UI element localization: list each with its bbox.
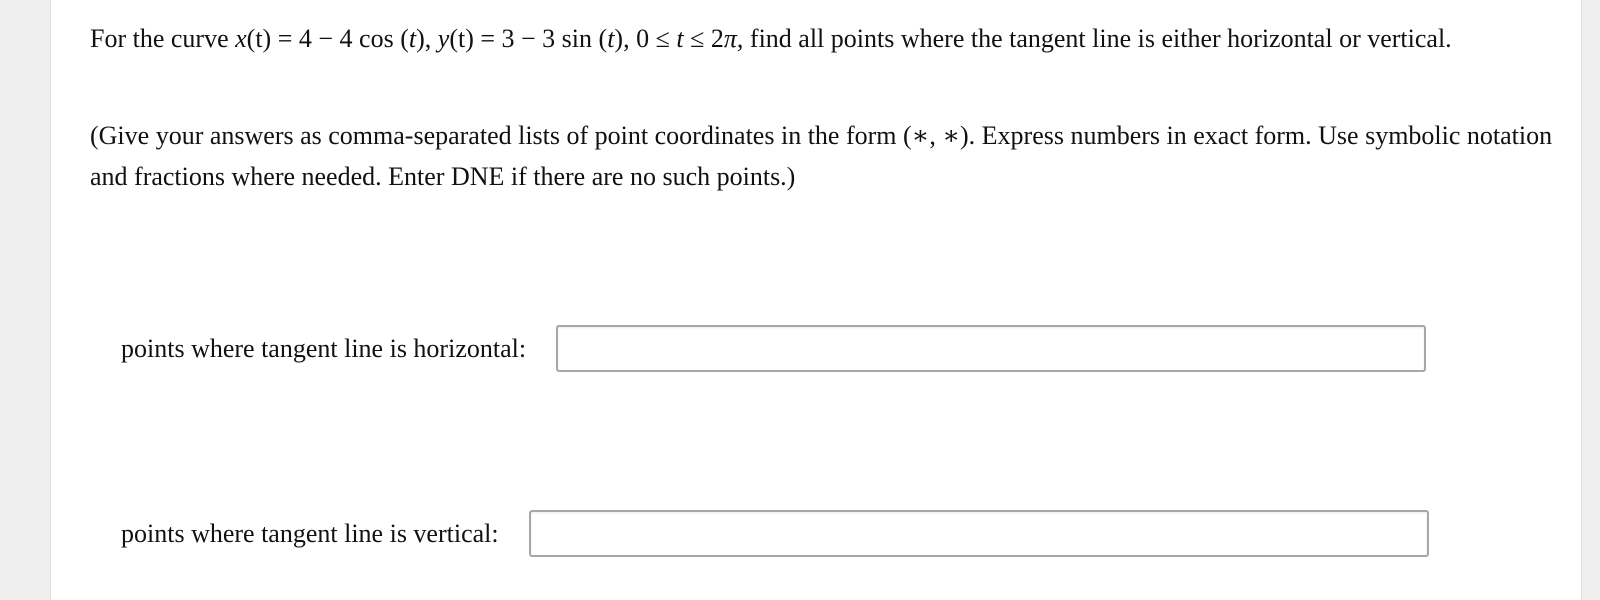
y-expression: (t) = 3 − 3 sin ( [449, 24, 608, 53]
range-start: ), 0 ≤ [614, 24, 677, 53]
range-end: ≤ 2 [683, 24, 724, 53]
instructions-text [90, 115, 1570, 197]
question-text [90, 18, 1570, 59]
vertical-label: points where tangent line is vertical: [121, 518, 499, 548]
question-tail: , find all points where the tangent line is either horizontal or vertical. [736, 24, 1452, 53]
t-variable: t [607, 24, 615, 53]
t-variable: t [676, 24, 684, 53]
instructions-before: (Give your answers as comma-separated lists of point coordinates in the form [90, 121, 903, 150]
question-lead: For the curve [90, 24, 236, 53]
point-form: (∗, ∗) [903, 121, 969, 150]
separator: ), [416, 24, 438, 53]
vertical-points-input[interactable] [529, 510, 1429, 557]
t-variable: t [408, 24, 417, 53]
horizontal-points-input[interactable] [556, 325, 1426, 372]
horizontal-label: points where tangent line is horizontal: [121, 333, 527, 363]
instructions-after: . Express numbers in exact form. Use symbolic notation and fractions where needed. Enter DNE if there are no such points.) [90, 121, 1553, 191]
x-variable: x [235, 24, 247, 53]
horizontal-answer-row [121, 325, 1426, 372]
curve-equation [235, 24, 737, 53]
x-expression: (t) = 4 − 4 cos ( [246, 24, 409, 53]
question-panel [50, 0, 1582, 600]
vertical-answer-row [121, 510, 1429, 557]
y-variable: y [437, 24, 450, 53]
pi-symbol: π [723, 24, 737, 53]
